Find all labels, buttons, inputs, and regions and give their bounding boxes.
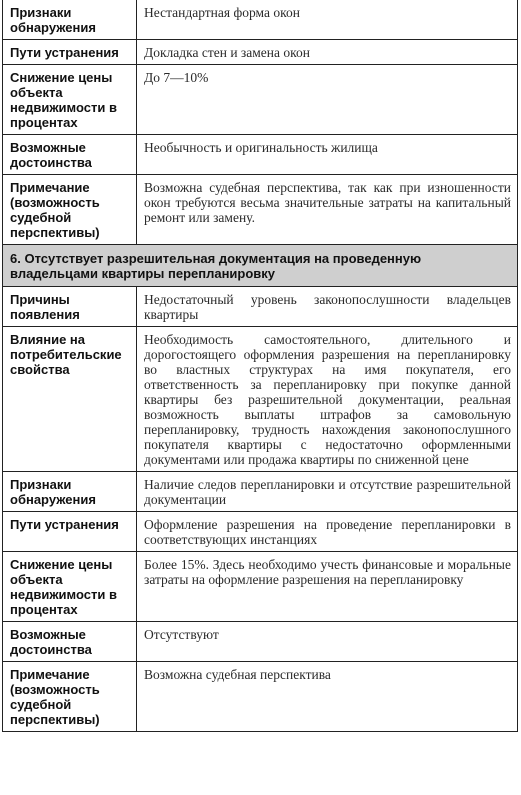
table-row — [3, 662, 518, 732]
table-row — [3, 0, 518, 40]
defects-table — [2, 0, 518, 732]
row-label: Примечание (возможность судебной перспективы) — [3, 662, 137, 732]
table-row — [3, 472, 518, 512]
row-value: Возможна судебная перспектива, так как при изношенности окон требуются весьма значительные затраты на капитальный ремонт или замену. — [137, 175, 518, 245]
row-value: Наличие следов перепланировки и отсутствие разрешительной документации — [137, 472, 518, 512]
table-row — [3, 135, 518, 175]
table-row — [3, 512, 518, 552]
row-value: Докладка стен и замена окон — [137, 40, 518, 65]
row-value: Возможна судебная перспектива — [137, 662, 518, 732]
table-row — [3, 65, 518, 135]
row-label: Примечание (возможность судебной перспективы) — [3, 175, 137, 245]
row-value: Отсутствуют — [137, 622, 518, 662]
table-row — [3, 175, 518, 245]
row-value: До 7—10% — [137, 65, 518, 135]
table-row — [3, 327, 518, 472]
row-label: Признаки обнаружения — [3, 472, 137, 512]
row-label: Возможные достоинства — [3, 135, 137, 175]
row-label: Влияние на потребительские свойства — [3, 327, 137, 472]
row-value: Более 15%. Здесь необходимо учесть финансовые и моральные затраты на оформление разрешения на перепланировку — [137, 552, 518, 622]
row-label: Пути устранения — [3, 512, 137, 552]
table-row — [3, 287, 518, 327]
row-label: Снижение цены объекта недвижимости в процентах — [3, 552, 137, 622]
row-value: Необходимость самостоятельного, длительного и дорогостоящего оформления разрешения на перепланировку во властных структурах на имя покупателя, его ответственность за перепланировку при покупке данной квартиры без разрешительной документации, реальная возможность выплаты штрафов за самовольную перепланировку, трудность нахождения законопослушного покупателя квартиры с недостаточно оформленными документами или продажа квартиры по сниженной цене — [137, 327, 518, 472]
row-value: Недостаточный уровень законопослушности владельцев квартиры — [137, 287, 518, 327]
table-row — [3, 552, 518, 622]
row-label: Причины появления — [3, 287, 137, 327]
row-label: Пути устранения — [3, 40, 137, 65]
section-heading: 6. Отсутствует разрешительная документация на проведенную владельцами квартиры перепланировку — [3, 245, 518, 287]
row-value: Необычность и оригинальность жилища — [137, 135, 518, 175]
row-label: Признаки обнаружения — [3, 0, 137, 40]
row-value: Оформление разрешения на проведение перепланировки в соответствующих инстанциях — [137, 512, 518, 552]
section-heading-row — [3, 245, 518, 287]
row-label: Возможные достоинства — [3, 622, 137, 662]
table-row — [3, 622, 518, 662]
row-label: Снижение цены объекта недвижимости в процентах — [3, 65, 137, 135]
row-value: Нестандартная форма окон — [137, 0, 518, 40]
table-row — [3, 40, 518, 65]
